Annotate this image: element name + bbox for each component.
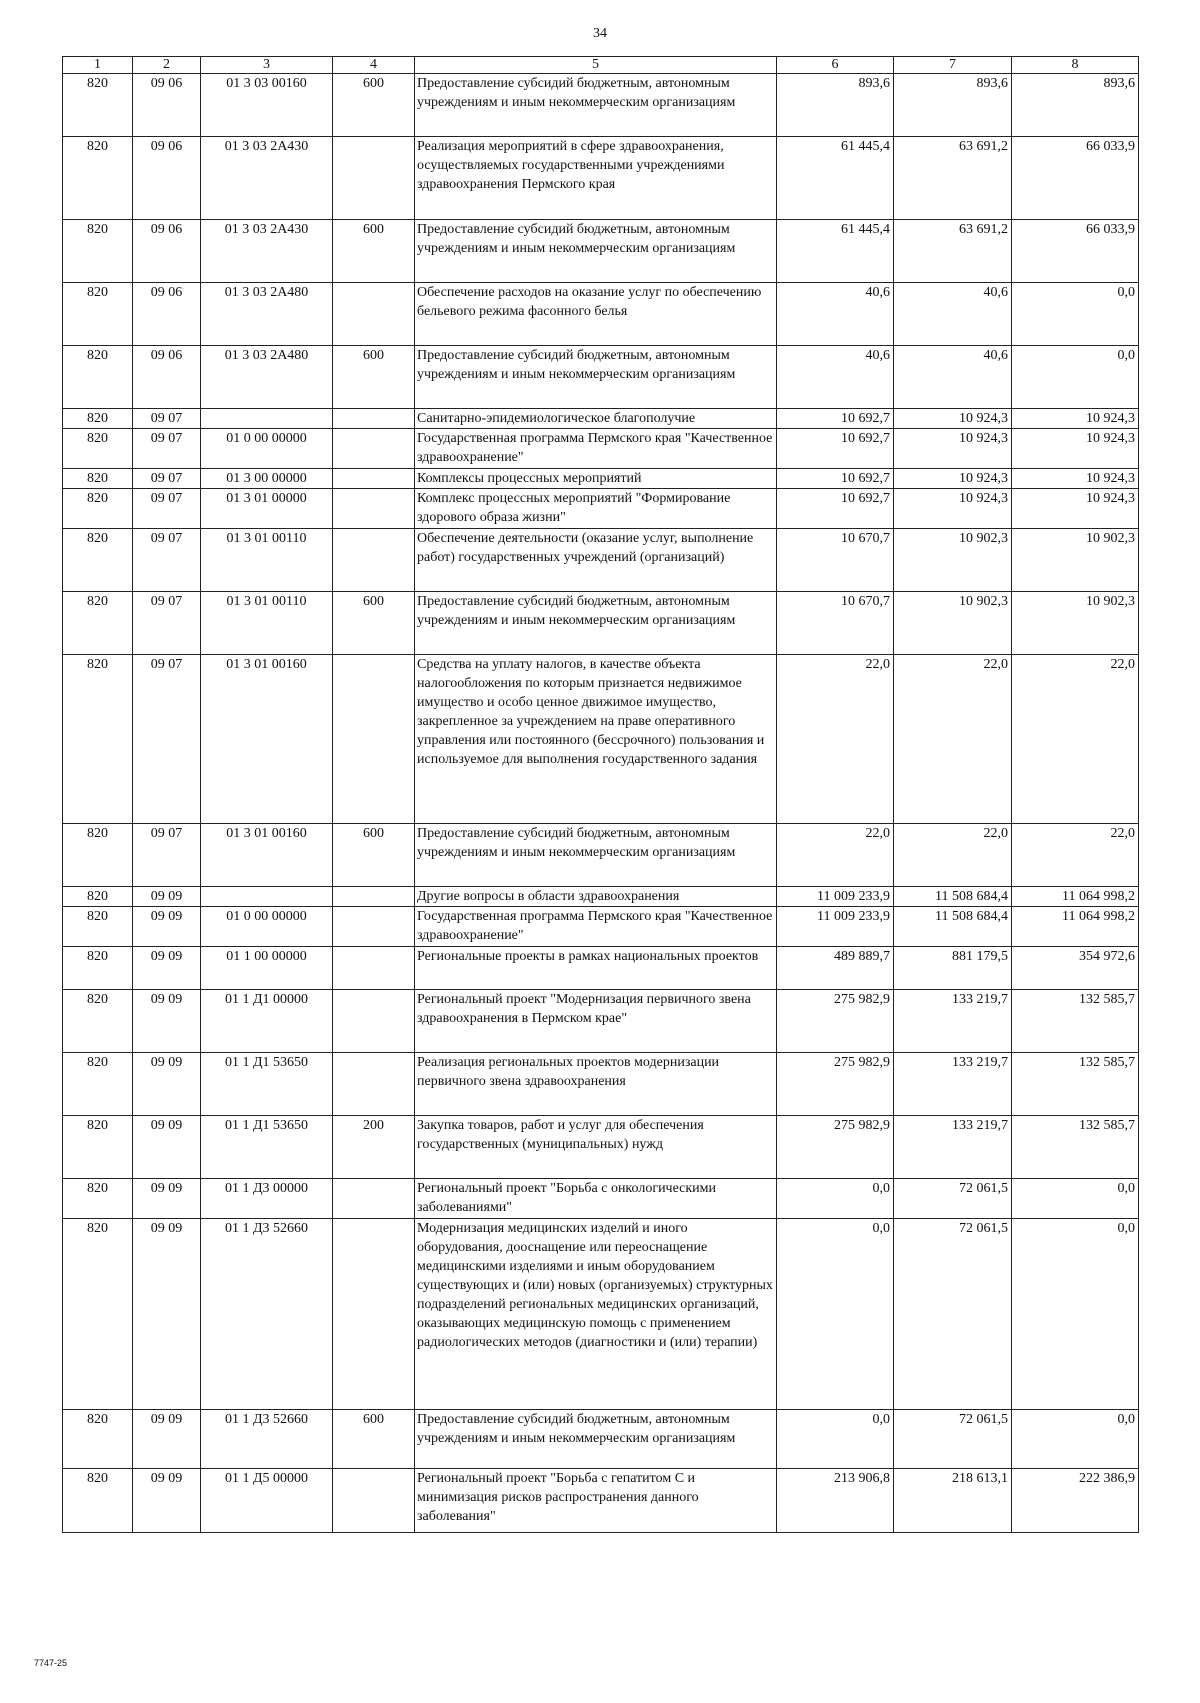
amount-year3-cell: 66 033,9 <box>1012 220 1139 283</box>
amount-year1-cell: 275 982,9 <box>777 990 894 1053</box>
section-code-cell: 09 09 <box>133 1469 201 1533</box>
expense-type-cell: 600 <box>333 220 415 283</box>
ministry-code-cell: 820 <box>63 74 133 137</box>
amount-year1-cell: 0,0 <box>777 1179 894 1219</box>
table-row <box>63 346 1139 409</box>
ministry-code-cell: 820 <box>63 220 133 283</box>
expense-type-cell: 600 <box>333 592 415 655</box>
ministry-code-cell: 820 <box>63 655 133 824</box>
table-row <box>63 824 1139 887</box>
amount-year2-cell: 133 219,7 <box>894 990 1012 1053</box>
amount-year3-cell: 10 924,3 <box>1012 489 1139 529</box>
ministry-code-cell: 820 <box>63 1116 133 1179</box>
amount-year2-cell: 10 902,3 <box>894 592 1012 655</box>
amount-year2-cell: 893,6 <box>894 74 1012 137</box>
amount-year3-cell: 22,0 <box>1012 824 1139 887</box>
target-article-cell: 01 3 01 00000 <box>201 489 333 529</box>
amount-year2-cell: 10 924,3 <box>894 429 1012 469</box>
header-row <box>63 57 1139 74</box>
description-cell: Реализация региональных проектов модернизации первичного звена здравоохранения <box>415 1053 777 1116</box>
amount-year1-cell: 61 445,4 <box>777 220 894 283</box>
ministry-code-cell: 820 <box>63 1179 133 1219</box>
table-row <box>63 489 1139 529</box>
expense-type-cell <box>333 1219 415 1410</box>
amount-year3-cell: 11 064 998,2 <box>1012 887 1139 907</box>
table-row <box>63 1179 1139 1219</box>
amount-year3-cell: 354 972,6 <box>1012 947 1139 990</box>
target-article-cell: 01 0 00 00000 <box>201 907 333 947</box>
amount-year2-cell: 10 924,3 <box>894 409 1012 429</box>
target-article-cell: 01 3 00 00000 <box>201 469 333 489</box>
amount-year3-cell: 11 064 998,2 <box>1012 907 1139 947</box>
section-code-cell: 09 07 <box>133 824 201 887</box>
ministry-code-cell: 820 <box>63 1410 133 1469</box>
target-article-cell <box>201 409 333 429</box>
expense-type-cell: 600 <box>333 824 415 887</box>
amount-year3-cell: 132 585,7 <box>1012 1053 1139 1116</box>
section-code-cell: 09 06 <box>133 137 201 220</box>
section-code-cell: 09 09 <box>133 1116 201 1179</box>
target-article-cell: 01 3 01 00160 <box>201 824 333 887</box>
description-cell: Реализация мероприятий в сфере здравоохранения, осуществляемых государственными учреждениями здравоохранения Пермского края <box>415 137 777 220</box>
budget-table <box>62 56 1139 1533</box>
amount-year1-cell: 10 692,7 <box>777 489 894 529</box>
table-row <box>63 74 1139 137</box>
amount-year3-cell: 0,0 <box>1012 346 1139 409</box>
amount-year2-cell: 63 691,2 <box>894 220 1012 283</box>
description-cell: Предоставление субсидий бюджетным, автономным учреждениям и иным некоммерческим организациям <box>415 74 777 137</box>
section-code-cell: 09 09 <box>133 1053 201 1116</box>
description-cell: Региональный проект "Модернизация первичного звена здравоохранения в Пермском крае" <box>415 990 777 1053</box>
amount-year3-cell: 222 386,9 <box>1012 1469 1139 1533</box>
amount-year1-cell: 10 692,7 <box>777 409 894 429</box>
amount-year1-cell: 213 906,8 <box>777 1469 894 1533</box>
amount-year2-cell: 72 061,5 <box>894 1219 1012 1410</box>
description-cell: Региональный проект "Борьба с онкологическими заболеваниями" <box>415 1179 777 1219</box>
expense-type-cell <box>333 489 415 529</box>
amount-year3-cell: 0,0 <box>1012 1410 1139 1469</box>
ministry-code-cell: 820 <box>63 887 133 907</box>
table-row <box>63 1116 1139 1179</box>
amount-year2-cell: 11 508 684,4 <box>894 887 1012 907</box>
amount-year1-cell: 22,0 <box>777 824 894 887</box>
ministry-code-cell: 820 <box>63 592 133 655</box>
target-article-cell: 01 1 Д1 53650 <box>201 1116 333 1179</box>
table-row <box>63 469 1139 489</box>
description-cell: Закупка товаров, работ и услуг для обеспечения государственных (муниципальных) нужд <box>415 1116 777 1179</box>
column-header: 3 <box>201 57 333 74</box>
amount-year3-cell: 10 924,3 <box>1012 429 1139 469</box>
target-article-cell <box>201 887 333 907</box>
ministry-code-cell: 820 <box>63 429 133 469</box>
expense-type-cell <box>333 137 415 220</box>
ministry-code-cell: 820 <box>63 489 133 529</box>
amount-year2-cell: 218 613,1 <box>894 1469 1012 1533</box>
table-row <box>63 1219 1139 1410</box>
section-code-cell: 09 06 <box>133 220 201 283</box>
ministry-code-cell: 820 <box>63 469 133 489</box>
target-article-cell: 01 1 Д1 00000 <box>201 990 333 1053</box>
amount-year2-cell: 40,6 <box>894 346 1012 409</box>
ministry-code-cell: 820 <box>63 824 133 887</box>
table-row <box>63 529 1139 592</box>
amount-year1-cell: 893,6 <box>777 74 894 137</box>
amount-year3-cell: 0,0 <box>1012 1179 1139 1219</box>
table-row <box>63 990 1139 1053</box>
amount-year1-cell: 275 982,9 <box>777 1116 894 1179</box>
amount-year2-cell: 11 508 684,4 <box>894 907 1012 947</box>
expense-type-cell: 600 <box>333 346 415 409</box>
table-row <box>63 1410 1139 1469</box>
target-article-cell: 01 1 Д3 52660 <box>201 1410 333 1469</box>
document-code: 7747-25 <box>34 1658 68 1668</box>
expense-type-cell: 200 <box>333 1116 415 1179</box>
table-row <box>63 137 1139 220</box>
description-cell: Санитарно-эпидемиологическое благополучие <box>415 409 777 429</box>
target-article-cell: 01 3 01 00160 <box>201 655 333 824</box>
target-article-cell: 01 3 01 00110 <box>201 592 333 655</box>
section-code-cell: 09 06 <box>133 283 201 346</box>
target-article-cell: 01 0 00 00000 <box>201 429 333 469</box>
description-cell: Обеспечение деятельности (оказание услуг, выполнение работ) государственных учреждений (организаций) <box>415 529 777 592</box>
amount-year2-cell: 72 061,5 <box>894 1410 1012 1469</box>
description-cell: Предоставление субсидий бюджетным, автономным учреждениям и иным некоммерческим организациям <box>415 1410 777 1469</box>
ministry-code-cell: 820 <box>63 137 133 220</box>
amount-year3-cell: 66 033,9 <box>1012 137 1139 220</box>
table-row <box>63 429 1139 469</box>
section-code-cell: 09 09 <box>133 1179 201 1219</box>
amount-year1-cell: 10 670,7 <box>777 529 894 592</box>
amount-year3-cell: 10 924,3 <box>1012 409 1139 429</box>
expense-type-cell <box>333 469 415 489</box>
expense-type-cell: 600 <box>333 74 415 137</box>
description-cell: Предоставление субсидий бюджетным, автономным учреждениям и иным некоммерческим организациям <box>415 220 777 283</box>
column-header: 2 <box>133 57 201 74</box>
table-row <box>63 887 1139 907</box>
description-cell: Модернизация медицинских изделий и иного оборудования, дооснащение или переоснащение медицинскими изделиями и иным оборудованием существующих и (или) новых (организуемых) структурных подразделений региональных медицинских организаций, оказывающих медицинскую помощь с применением радиологических методов (диагностики и (или) терапии) <box>415 1219 777 1410</box>
table-row <box>63 1469 1139 1533</box>
amount-year3-cell: 0,0 <box>1012 283 1139 346</box>
ministry-code-cell: 820 <box>63 283 133 346</box>
section-code-cell: 09 07 <box>133 469 201 489</box>
amount-year3-cell: 22,0 <box>1012 655 1139 824</box>
section-code-cell: 09 09 <box>133 990 201 1053</box>
section-code-cell: 09 07 <box>133 592 201 655</box>
expense-type-cell <box>333 990 415 1053</box>
description-cell: Другие вопросы в области здравоохранения <box>415 887 777 907</box>
section-code-cell: 09 07 <box>133 429 201 469</box>
target-article-cell: 01 3 01 00110 <box>201 529 333 592</box>
expense-type-cell <box>333 887 415 907</box>
expense-type-cell <box>333 409 415 429</box>
amount-year1-cell: 22,0 <box>777 655 894 824</box>
section-code-cell: 09 07 <box>133 409 201 429</box>
table-row <box>63 1053 1139 1116</box>
ministry-code-cell: 820 <box>63 1469 133 1533</box>
column-header: 8 <box>1012 57 1139 74</box>
ministry-code-cell: 820 <box>63 907 133 947</box>
amount-year1-cell: 61 445,4 <box>777 137 894 220</box>
amount-year2-cell: 40,6 <box>894 283 1012 346</box>
ministry-code-cell: 820 <box>63 947 133 990</box>
description-cell: Предоставление субсидий бюджетным, автономным учреждениям и иным некоммерческим организациям <box>415 592 777 655</box>
section-code-cell: 09 06 <box>133 346 201 409</box>
section-code-cell: 09 06 <box>133 74 201 137</box>
amount-year3-cell: 0,0 <box>1012 1219 1139 1410</box>
ministry-code-cell: 820 <box>63 1219 133 1410</box>
target-article-cell: 01 1 Д3 00000 <box>201 1179 333 1219</box>
target-article-cell: 01 3 03 2А430 <box>201 137 333 220</box>
amount-year2-cell: 63 691,2 <box>894 137 1012 220</box>
amount-year2-cell: 10 924,3 <box>894 489 1012 529</box>
description-cell: Обеспечение расходов на оказание услуг по обеспечению бельевого режима фасонного белья <box>415 283 777 346</box>
table-row <box>63 907 1139 947</box>
section-code-cell: 09 09 <box>133 1219 201 1410</box>
table-row <box>63 283 1139 346</box>
amount-year2-cell: 881 179,5 <box>894 947 1012 990</box>
amount-year1-cell: 489 889,7 <box>777 947 894 990</box>
ministry-code-cell: 820 <box>63 1053 133 1116</box>
amount-year1-cell: 10 692,7 <box>777 469 894 489</box>
target-article-cell: 01 3 03 00160 <box>201 74 333 137</box>
target-article-cell: 01 1 Д1 53650 <box>201 1053 333 1116</box>
expense-type-cell <box>333 529 415 592</box>
column-header: 1 <box>63 57 133 74</box>
expense-type-cell <box>333 907 415 947</box>
amount-year2-cell: 22,0 <box>894 824 1012 887</box>
target-article-cell: 01 3 03 2А480 <box>201 283 333 346</box>
description-cell: Региональные проекты в рамках национальных проектов <box>415 947 777 990</box>
ministry-code-cell: 820 <box>63 346 133 409</box>
section-code-cell: 09 07 <box>133 655 201 824</box>
description-cell: Комплекс процессных мероприятий "Формирование здорового образа жизни" <box>415 489 777 529</box>
ministry-code-cell: 820 <box>63 529 133 592</box>
description-cell: Предоставление субсидий бюджетным, автономным учреждениям и иным некоммерческим организациям <box>415 346 777 409</box>
target-article-cell: 01 1 Д3 52660 <box>201 1219 333 1410</box>
amount-year1-cell: 11 009 233,9 <box>777 907 894 947</box>
table-row <box>63 592 1139 655</box>
description-cell: Региональный проект "Борьба с гепатитом С и минимизация рисков распространения данного заболевания" <box>415 1469 777 1533</box>
column-header: 7 <box>894 57 1012 74</box>
column-header: 5 <box>415 57 777 74</box>
table-body <box>63 74 1139 1533</box>
amount-year1-cell: 10 692,7 <box>777 429 894 469</box>
column-header: 4 <box>333 57 415 74</box>
page-number: 34 <box>593 26 607 41</box>
expense-type-cell: 600 <box>333 1410 415 1469</box>
amount-year3-cell: 132 585,7 <box>1012 1116 1139 1179</box>
amount-year1-cell: 275 982,9 <box>777 1053 894 1116</box>
description-cell: Государственная программа Пермского края "Качественное здравоохранение" <box>415 429 777 469</box>
amount-year2-cell: 10 924,3 <box>894 469 1012 489</box>
amount-year1-cell: 0,0 <box>777 1219 894 1410</box>
amount-year3-cell: 132 585,7 <box>1012 990 1139 1053</box>
expense-type-cell <box>333 1469 415 1533</box>
amount-year2-cell: 10 902,3 <box>894 529 1012 592</box>
description-cell: Средства на уплату налогов, в качестве объекта налогообложения по которым признается недвижимое имущество и особо ценное движимое имущество, закрепленное за учреждением на праве оперативного управления или постоянного (бессрочного) пользования и используемое для выполнения государственного задания <box>415 655 777 824</box>
section-code-cell: 09 07 <box>133 489 201 529</box>
description-cell: Предоставление субсидий бюджетным, автономным учреждениям и иным некоммерческим организациям <box>415 824 777 887</box>
description-cell: Государственная программа Пермского края "Качественное здравоохранение" <box>415 907 777 947</box>
amount-year1-cell: 11 009 233,9 <box>777 887 894 907</box>
amount-year1-cell: 0,0 <box>777 1410 894 1469</box>
amount-year1-cell: 10 670,7 <box>777 592 894 655</box>
ministry-code-cell: 820 <box>63 409 133 429</box>
target-article-cell: 01 1 00 00000 <box>201 947 333 990</box>
amount-year2-cell: 133 219,7 <box>894 1116 1012 1179</box>
expense-type-cell <box>333 655 415 824</box>
description-cell: Комплексы процессных мероприятий <box>415 469 777 489</box>
amount-year3-cell: 893,6 <box>1012 74 1139 137</box>
target-article-cell: 01 3 03 2А480 <box>201 346 333 409</box>
section-code-cell: 09 09 <box>133 887 201 907</box>
amount-year1-cell: 40,6 <box>777 346 894 409</box>
column-header: 6 <box>777 57 894 74</box>
section-code-cell: 09 07 <box>133 529 201 592</box>
section-code-cell: 09 09 <box>133 1410 201 1469</box>
target-article-cell: 01 1 Д5 00000 <box>201 1469 333 1533</box>
table-row <box>63 655 1139 824</box>
expense-type-cell <box>333 1179 415 1219</box>
amount-year1-cell: 40,6 <box>777 283 894 346</box>
table-row <box>63 409 1139 429</box>
target-article-cell: 01 3 03 2А430 <box>201 220 333 283</box>
table-row <box>63 947 1139 990</box>
amount-year2-cell: 133 219,7 <box>894 1053 1012 1116</box>
amount-year3-cell: 10 924,3 <box>1012 469 1139 489</box>
expense-type-cell <box>333 1053 415 1116</box>
expense-type-cell <box>333 429 415 469</box>
expense-type-cell <box>333 283 415 346</box>
amount-year2-cell: 72 061,5 <box>894 1179 1012 1219</box>
table-row <box>63 220 1139 283</box>
amount-year3-cell: 10 902,3 <box>1012 529 1139 592</box>
amount-year3-cell: 10 902,3 <box>1012 592 1139 655</box>
section-code-cell: 09 09 <box>133 947 201 990</box>
expense-type-cell <box>333 947 415 990</box>
amount-year2-cell: 22,0 <box>894 655 1012 824</box>
ministry-code-cell: 820 <box>63 990 133 1053</box>
section-code-cell: 09 09 <box>133 907 201 947</box>
